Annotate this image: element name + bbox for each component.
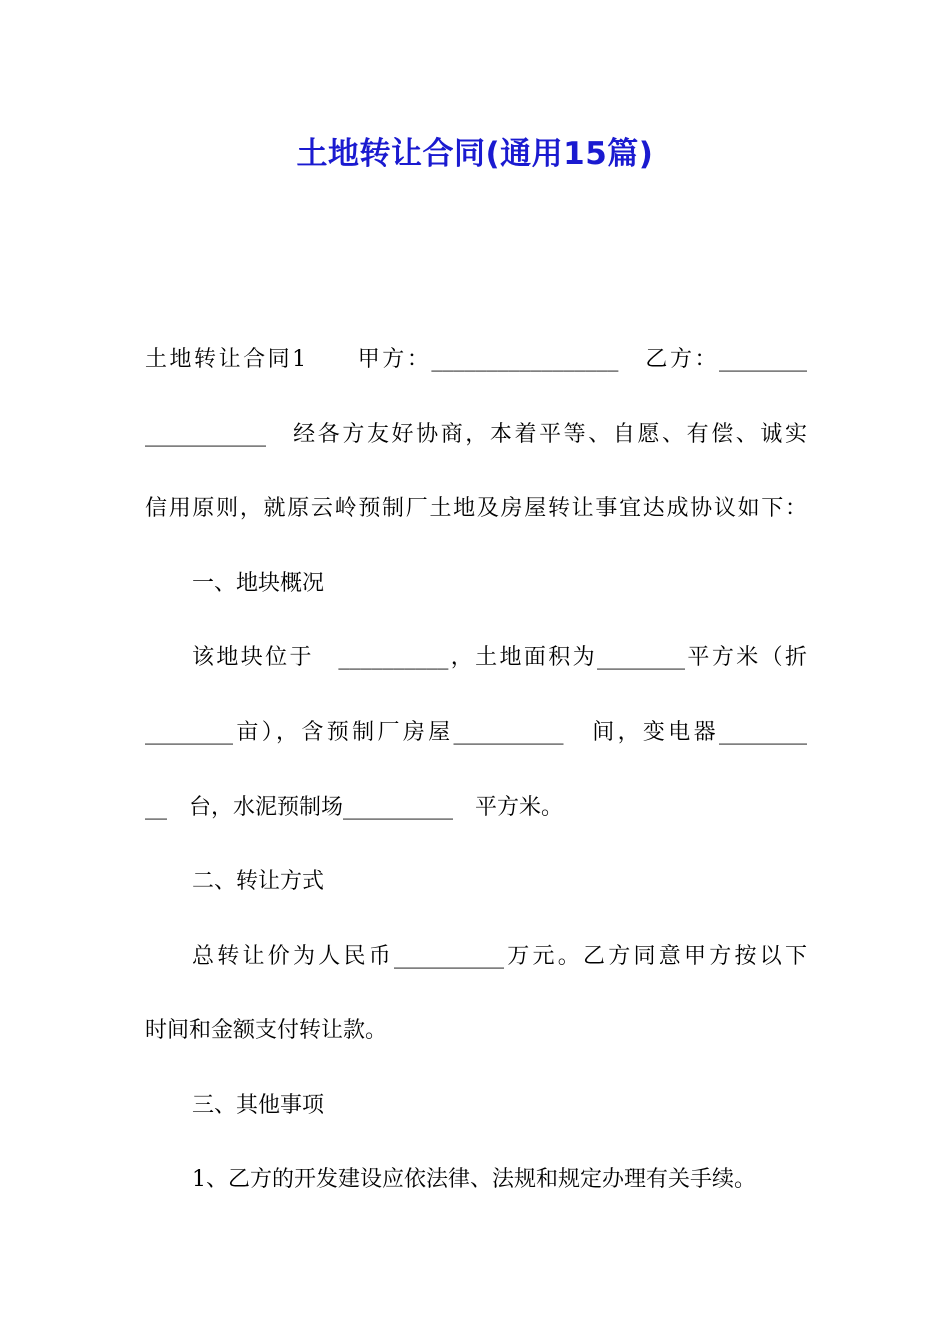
paragraph-line: __ 台，水泥预制场__________ 平方米。 — [145, 795, 564, 820]
section-heading: 二、转让方式 — [192, 869, 325, 894]
paragraph-line: 土地转让合同1 甲方：_________________ 乙方：________ — [145, 347, 807, 372]
document-title: 土地转让合同(通用15篇) — [296, 136, 654, 172]
paragraph-line: 该地块位于 __________，土地面积为________平方米（折 — [192, 645, 807, 670]
paragraph-line: 时间和金额支付转让款。 — [145, 1018, 388, 1043]
paragraph-line: 信用原则，就原云岭预制厂土地及房屋转让事宜达成协议如下： — [145, 496, 807, 521]
section-heading: 一、地块概况 — [192, 571, 325, 596]
paragraph-line: 1、乙方的开发建设应依法律、法规和规定办理有关手续。 — [192, 1167, 756, 1192]
paragraph-line: ___________ 经各方友好协商，本着平等、自愿、有偿、诚实 — [145, 422, 807, 447]
section-heading: 三、其他事项 — [192, 1093, 325, 1118]
paragraph-line: ________亩），含预制厂房屋__________ 间，变电器________ — [145, 720, 807, 745]
paragraph-line: 总转让价为人民币__________万元。乙方同意甲方按以下 — [192, 944, 807, 969]
